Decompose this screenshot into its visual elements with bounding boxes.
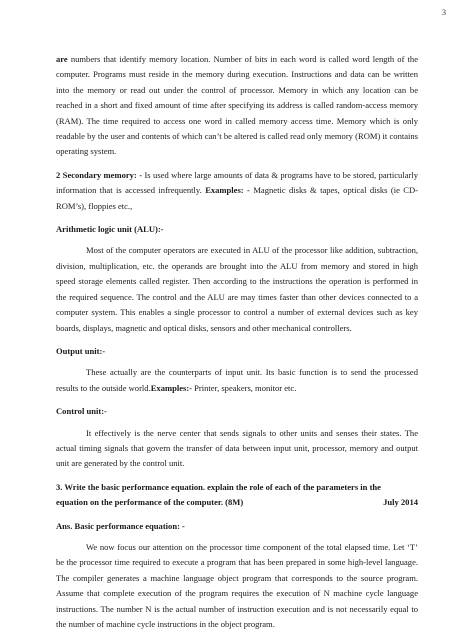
memory-paragraph (56, 52, 418, 160)
section-heading: 2 Secondary memory: - (56, 169, 143, 180)
examples-text: Magnetic disks & tapes, optical disks (ie CD-ROM’s), floppies etc., (56, 185, 418, 211)
answer-paragraph: We now focus our attention on the processor time component of the total elapsed time. Let ‘T’ be the processor time required to execute a program that has been prepared in some high-level language. The compiler generates a machine language object program that corresponds to the source program. Assume that complete execution of the program requires the execution of N machine cycle language instructions. The number N is the actual number of instruction execution and is not necessarily equal to the number of machine cycle instructions in the object program. (56, 541, 418, 629)
examples-label: Examples: - (205, 185, 250, 196)
question-line-2-row (56, 495, 418, 510)
question-date: July 2014 (383, 497, 418, 508)
page-number: 3 (442, 8, 446, 17)
examples-label: Examples:- (150, 382, 193, 393)
paragraph-text: These actually are the counterparts of input unit. Its basic function is to send the processed results to the outside world. (56, 367, 418, 393)
alu-heading: Arithmetic logic unit (ALU):- (56, 224, 164, 235)
paragraph-text: numbers that identify memory location. Number of bits in each word is called word length of the computer. Programs must reside in the memory during execution. Instructions and data can be written into the memory or read out under the control of processor. Memory in which any location can be reached in a short and fixed amount of time after specifying its address is called random-access memory (RAM). The time required to access one word in called memory access time. Memory which is only readable by the user and contents of which can’t be altered is called read only memory (ROM) it contains operating system. (56, 54, 418, 157)
examples-text: Printer, speakers, monitor etc. (192, 382, 297, 393)
question-line-1: 3. Write the basic performance equation. explain the role of each of the parameters in the (56, 481, 381, 492)
paragraph-lead-word: are (56, 54, 68, 64)
control-unit-heading: Control unit:- (56, 406, 107, 417)
page-content (56, 52, 418, 632)
output-unit-paragraph (56, 365, 418, 396)
alu-paragraph: Most of the computer operators are executed in ALU of the processor like addition, subtraction, division, multiplication, etc. the operands are brought into the ALU from memory and stored in high speed storage elements called register. Then according to the instructions the operation is performed in the required sequence. The control and the ALU are may times faster than other devices connected to a computer system. This enables a single processor to control a number of external devices such as key boards, displays, magnetic and optical disks, sensors and other mechanical controllers. (56, 245, 418, 333)
question-line-2: equation on the performance of the computer. (8M) (56, 497, 244, 508)
control-unit-paragraph: It effectively is the nerve center that sends signals to other units and senses their states. The actual timing signals that govern the transfer of data between input unit, processor, memory and output unit are generated by the control unit. (56, 427, 418, 469)
output-unit-heading: Output unit:- (56, 345, 106, 356)
paragraph-text: Is used where large amounts of data & programs have to be stored, particularly information that is accessed infrequently. (56, 169, 418, 196)
secondary-memory-paragraph (56, 168, 418, 214)
answer-heading: Ans. Basic performance equation: - (56, 520, 185, 531)
